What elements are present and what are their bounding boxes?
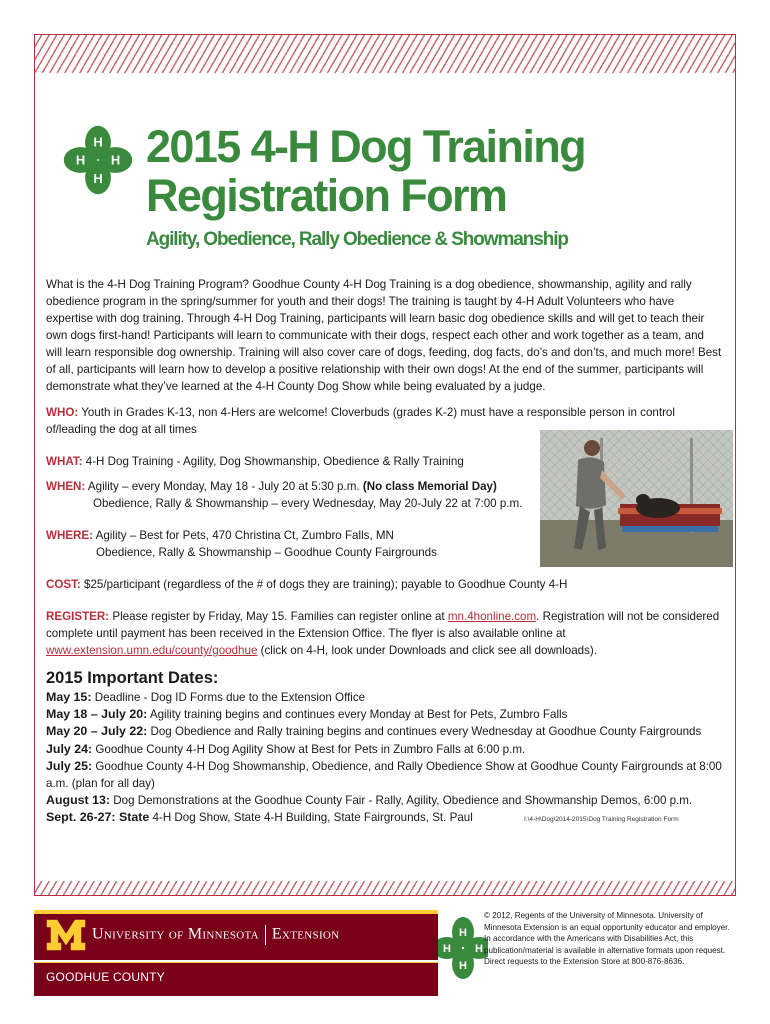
date-text: Goodhue County 4-H Dog Agility Show at Best for Pets in Zumbro Falls at 6:00 p.m.	[92, 742, 526, 756]
decorative-hatch-bottom	[35, 881, 735, 895]
register-section	[46, 608, 722, 659]
where-section	[46, 527, 722, 544]
dog-training-photo	[540, 430, 733, 567]
date-text: Agility training begins and continues every Monday at Best for Pets, Zumbro Falls	[147, 708, 568, 722]
date-label: May 18 – July 20:	[46, 707, 148, 722]
important-dates-heading: 2015 Important Dates:	[46, 669, 219, 687]
svg-text:H: H	[110, 152, 121, 168]
where-line-2: Obedience, Rally & Showmanship – Goodhue County Fairgrounds	[96, 546, 437, 559]
date-label: May 20 – July 22:	[46, 724, 148, 739]
register-label: REGISTER:	[46, 610, 110, 623]
what-section	[46, 453, 722, 470]
date-text: 4-H Dog Show, State 4-H Building, State Fairgrounds, St. Paul	[149, 811, 473, 825]
file-path-note: I:\4-H\Dog\2014-2015\Dog Training Registration Form	[524, 816, 679, 823]
when-line-2: Obedience, Rally & Showmanship – every Wednesday, May 20-July 22 at 7:00 p.m.	[93, 497, 523, 510]
extension-name: Extension	[271, 925, 340, 943]
svg-text:H: H	[75, 152, 86, 168]
svg-text:H: H	[459, 960, 467, 972]
who-text: Youth in Grades K-13, non 4-Hers are welcome! Cloverbuds (grades K-2) must have a responsible person in control of/leading the dog at all times	[46, 406, 675, 436]
register-text-2: . Registration will not be considered complete until payment has been received in the Extension Office. The flyer is also available online at	[46, 610, 720, 640]
page-title	[146, 122, 706, 220]
umn-extension-wordmark	[92, 925, 339, 945]
4h-clover-icon	[60, 122, 136, 198]
date-label: July 24:	[46, 741, 93, 756]
title-line-2: Registration Form	[146, 170, 507, 221]
important-dates-list	[46, 689, 726, 827]
what-label: WHAT:	[46, 455, 83, 468]
date-label: Sept. 26-27: State	[46, 810, 150, 825]
decorative-hatch-top	[35, 35, 735, 73]
where-line-1: Agility – Best for Pets, 470 Christina Ct, Zumbro Falls, MN	[95, 529, 394, 542]
when-line-1: Agility – every Monday, May 18 - July 20 at 5:30 p.m.	[87, 480, 363, 493]
register-text-1: Please register by Friday, May 15. Families can register online at	[112, 610, 448, 623]
page-subtitle: Agility, Obedience, Rally Obedience & Showmanship	[146, 229, 568, 250]
cost-text: $25/participant (regardless of the # of dogs they are training); payable to Goodhue County 4-H	[84, 578, 568, 591]
date-item	[46, 741, 726, 758]
wordmark-divider	[265, 925, 266, 945]
university-name: University of Minnesota	[92, 925, 259, 943]
svg-text:H: H	[443, 943, 451, 955]
svg-text:H: H	[93, 170, 103, 186]
date-label: May 15:	[46, 690, 92, 704]
date-label: July 25:	[46, 758, 93, 773]
who-label: WHO:	[46, 406, 79, 419]
4honline-link[interactable]: mn.4honline.com	[447, 610, 537, 623]
umn-block-m-logo	[46, 918, 86, 952]
date-label: August 13:	[46, 793, 111, 808]
county-name: GOODHUE COUNTY	[46, 970, 165, 984]
date-text: Deadline - Dog ID Forms due to the Extension Office	[91, 691, 366, 704]
svg-text:H: H	[93, 134, 103, 150]
svg-text:H: H	[475, 943, 483, 955]
date-text: Dog Obedience and Rally training begins and continues every Wednesday at Goodhue County Fairgrounds	[147, 725, 702, 739]
cost-label: COST:	[46, 578, 81, 591]
date-text: Dog Demonstrations at the Goodhue County Fair - Rally, Agility, Obedience and Showmanship Demos, 6:00 p.m.	[110, 794, 693, 808]
svg-text:H: H	[459, 927, 467, 939]
date-item	[46, 689, 726, 706]
umn-gold-stripe	[34, 910, 438, 914]
cost-section	[46, 576, 722, 593]
what-text: 4-H Dog Training - Agility, Dog Showmanship, Obedience & Rally Training	[85, 455, 464, 468]
date-text: Goodhue County 4-H Dog Showmanship, Obedience, and Rally Obedience Show at Goodhue County Fairgrounds at 8:00 a.m. (plan for all day)	[46, 759, 722, 791]
extension-website-link[interactable]: www.extension.umn.edu/county/goodhue	[46, 644, 258, 657]
copyright-notice: © 2012, Regents of the University of Minnesota. University of Minnesota Extension is an equal opportunity educator and employer. In accordance with the Americans with Disabilities Act, this publication/material is available in alternative formats upon request. Direct requests to the Extension Store at 800-876-8636.	[484, 911, 730, 967]
4h-clover-icon	[438, 908, 488, 988]
title-line-1: 2015 4-H Dog Training	[146, 121, 586, 172]
when-section	[46, 478, 722, 495]
date-item	[46, 792, 726, 809]
when-label: WHEN:	[46, 480, 86, 493]
date-item	[46, 706, 726, 723]
register-text-3: (click on 4-H, look under Downloads and click see all downloads).	[257, 644, 598, 657]
date-item	[46, 723, 726, 740]
when-note: (No class Memorial Day)	[362, 480, 497, 493]
where-label: WHERE:	[46, 529, 94, 542]
intro-paragraph: What is the 4-H Dog Training Program? Goodhue County 4-H Dog Training is a dog obedience, showmanship, agility and rally obedience program in the spring/summer for youth and their dogs! The training is taught by 4-H Adult Volunteers who have expertise with dog training. Through 4-H Dog Training, participants will learn basic dog obedience skills and will get to teach their own dogs first-hand! Participants will learn to communicate with their dogs, respect each other and work together as a team, and will learn responsible dog ownership. Training will also cover care of dogs, feeding, dog facts, do’s and don’ts, and much more! Best of all, participants will learn how to develop a positive relationship with their own dogs! At the end of the summer, participants will demonstrate what they’ve learned at the 4-H County Dog Show while being evaluated by a judge.	[46, 278, 722, 393]
date-item	[46, 758, 726, 792]
